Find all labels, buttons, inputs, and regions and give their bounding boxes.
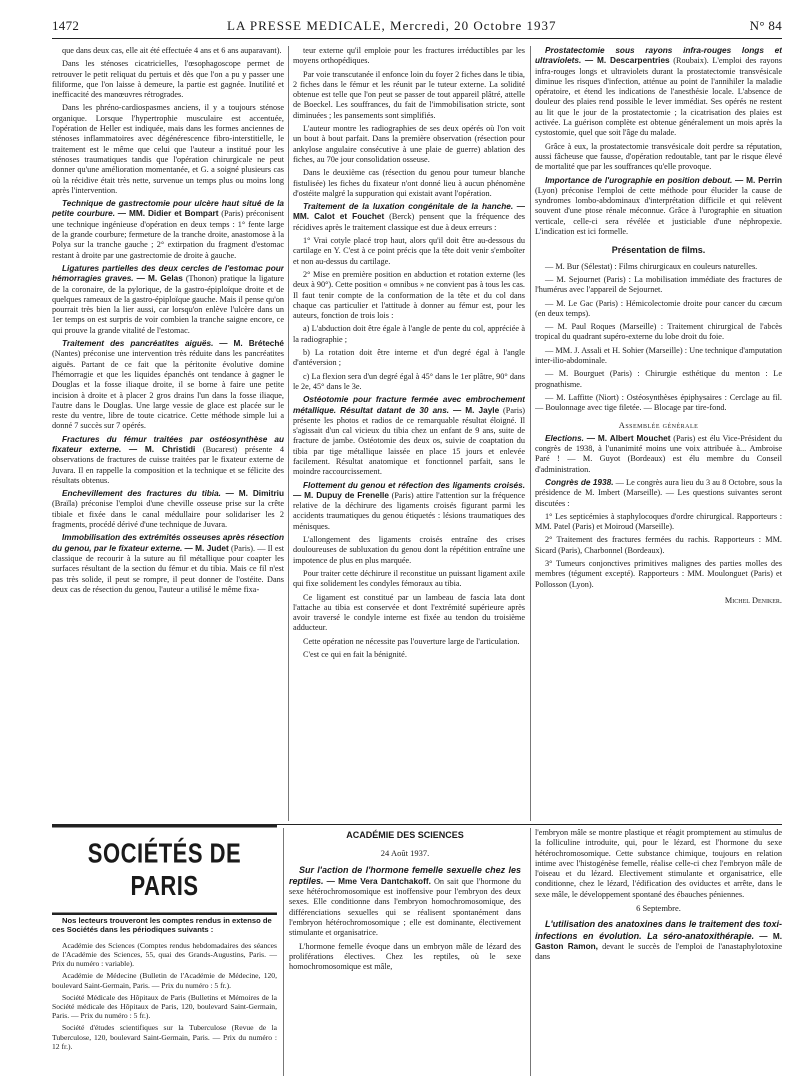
article-title: Technique de gastrectomie pour ulcère haut situé de la petite courbure.: [52, 199, 284, 219]
academie-heading: ACADÉMIE DES SCIENCES: [346, 830, 464, 840]
paragraph: [52, 59, 284, 100]
article-title: Congrès de 1938.: [545, 477, 614, 487]
article-text: Dans les sténoses cicatricielles, l'œsophagoscope permet de retrouver le petit reliquat du pertuis et dès que l'on a pu y passer une filiforme, que l'on laisse à demeure, la partie est gagnée. Inutilité et inefficacité des manœuvres rétrogrades.: [52, 59, 284, 100]
article-paragraph: [52, 264, 284, 336]
column-2: [293, 46, 525, 821]
article-text: L'auteur montre les radiographies de ses deux opérés où l'on voit un bout à bout parfait. Dans la première observation (résection pour ankylose angulaire consécutive à une plaie de guerre) ablation des fiches, au 70e jour consolidation osseuse.: [293, 124, 525, 164]
column-divider: [530, 46, 531, 821]
column-divider: [288, 46, 289, 821]
article-title: Traitement de la luxation congénitale de la hanche.: [303, 202, 514, 212]
article-paragraph: [535, 434, 782, 475]
article-author: — MM. Calot et Fouchet: [293, 202, 525, 222]
paragraph: [293, 236, 525, 267]
column-1: [52, 46, 284, 821]
article-author: — M. Gelas: [136, 274, 183, 284]
article-text: C'est ce qui en fait la bénignité.: [303, 650, 407, 660]
article-author: — M. Dupuy de Frenelle: [293, 490, 389, 500]
article-title: Flottement du genou et réfection des ligaments croisés.: [303, 480, 525, 490]
article-text: Pour traiter cette déchirure il reconstitue un puissant ligament axile qui fixe solidement les condyles fémoraux au tibia.: [293, 568, 525, 589]
academie-column-continued: [535, 828, 782, 1076]
article-text: — M. Bourguet (Paris) : Chirurgie esthétique du menton : Le prognathisme.: [535, 369, 782, 389]
paragraph: [535, 512, 782, 533]
article-text: (Lyon) préconise l'emploi de cette méthode pour élucider la cause de syndromes lombo-abdominaux d'interprétation difficile et qui relèvent souvent d'une ptose rénale méconnue. Grâce à l'urographie en situation verticale, celle-ci sera révélée et justiciable d'une néphropexie. L'indication est ici formelle.: [535, 185, 782, 237]
periodical-entry: Société Médicale des Hôpitaux de Paris (Bulletins et Mémoires de la Société médicale des Hôpitaux de Paris, 120, boulevard Saint-Germain, Paris. — Prix du numéro : 5 fr.).: [52, 992, 277, 1021]
academie-paragraph: L'hormone femelle évoque dans un embryon mâle de lézard des proliférations électives. Chez les reptiles, où le sexe homochromosomique est mâle,: [289, 941, 521, 972]
article-text: — M. Laffitte (Niort) : Ostéosynthèses épiphysaires : Cerclage au fil. — Boulonnage avec tige filetée. — Blocage par tire-fond.: [535, 392, 782, 413]
article-text: c) La flexion sera d'un degré égal à 45° dans le 1er plâtre, 90° dans le 2e, 45° dans le 3e.: [293, 371, 525, 391]
paragraph: [535, 262, 782, 272]
article-text: L'allongement des ligaments croisés entraîne des crises douloureuses de subluxation du genou dont la répétition entraîne une impotence de plus en plus marquée.: [293, 535, 525, 565]
societes-entries: [52, 941, 277, 1051]
paragraph: [535, 393, 782, 414]
article-title: Enchevillement des fractures du tibia.: [62, 489, 221, 499]
article-text: (Paris) présente les photos et radios de ce remarquable résultat éloigné. Il s'agissait d'un cal vicieux du tibia chez un enfant de 9 ans, suite de fracture de jambe. Ostéotomie des deux os, suivie de coaptation du tibia par tige métallique laissée en place 15 jours et enlevée facilement. Résultat anatomique et fonctionnel parfait, sans le moindre raccourcissement.: [293, 405, 525, 477]
periodical-entry: Société d'études scientifiques sur la Tuberculose (Revue de la Tuberculose, 120, boulevard Saint-Germain, Paris. — Prix du numéro : 12 fr.).: [52, 1023, 277, 1051]
newspaper-page: [52, 16, 782, 1076]
societes-intro: Nos lecteurs trouveront les comptes rendus in extenso de ces Sociétés dans les périodiques suivants :: [52, 916, 272, 935]
article-title: Ostéotomie pour fracture fermée avec embrochement métallique. Résultat datant de 30 ans.: [293, 395, 525, 415]
paragraph: [535, 369, 782, 390]
article-title: Ligatures partielles des deux cercles de l'estomac pour hémorragies graves.: [52, 263, 284, 284]
article-author: — MM. Didier et Bompart: [117, 209, 219, 219]
article-author: — M. Jayle: [452, 405, 500, 415]
paragraph: [535, 299, 782, 320]
paragraph: [535, 322, 782, 343]
bottom-section: [52, 828, 782, 1076]
paragraph: [52, 103, 284, 196]
article-author: — M. Descarpentries: [584, 56, 670, 66]
continued-paragraph: l'embryon mâle se montre plastique et réagit promptement au stimulus de la folliculine introduite, qui, pour le lézard, est l'hormone du sexe hétérochromosomique. Cette substance chimique, toujours en relation intime avec l'histogénèse femelle, réalise celle-ci chez l'embryon mâle de l'oiseau et du lézard. Electivement stimulante et organisatrice, elle conditionne, chez le lézard, l'édification des oviductes et arrête, dans le sexe mâle, le développement spontané des ébauches péniennes.: [535, 828, 782, 899]
article-text: devant le succès de l'emploi de l'anastaphylotoxine dans: [535, 941, 782, 962]
issue-number: N° 84: [749, 18, 782, 33]
article-text: 2° Mise en première position en abduction et rotation externe (les deux à 90°). Cette position « omnibus » ne convient pas à tous les cas. Il faut tenir compte de la conformation de la tête et du col dans chaque cas particulier et l'attitude à donner au fémur est, pour les auteurs, fonction de trois lois :: [293, 269, 525, 321]
paragraph: [293, 569, 525, 590]
article-paragraph: [293, 202, 525, 233]
article-text: (Roubaix). L'emploi des rayons infra-rouges longs et ultraviolets durant la prostatectomie transvésicale diminue les risques d'infection, atténue au point de l'annihiler la maladie opératoire, et étend les indications de l'anesthésie locale. L'absence de douleur des plaies rend possible le lever immédiat. Ses opérés ne restent au lit que le jour de la prostatectomie ; la cicatrisation des plaies est activée. La guérison complète est obtenue généralement un mois après la cystostomie, quel que soit l'âge du malade.: [535, 56, 782, 138]
paragraph: [52, 46, 284, 56]
academie-date: 24 Août 1937.: [380, 848, 430, 859]
article-text: (Berck) pensent que la fréquence des récidives après le traitement classique est due à deux erreurs :: [293, 212, 525, 232]
article-text: Par voie transcutanée il enfonce loin du foyer 2 fiches dans le tibia, 2 fiches dans le fémur et les réunit par le tuteur externe. La solidité obtenue est telle que l'on peut se passer de tout appareil plâtré, attelle de Boeckel. Les souffrances, du fait de l'immobilisation stricte, sont diminuées ; les pansements sont simplifiés.: [293, 69, 525, 120]
paragraph: [535, 559, 782, 590]
paragraph: [293, 324, 525, 345]
article-author: — M. Gaston Ramon,: [535, 931, 782, 951]
paragraph: [293, 348, 525, 369]
paragraph: [293, 70, 525, 121]
article-text: — MM. J. Assali et H. Sohier (Marseille) : Une technique d'amputation inter-ilio-abdominale.: [535, 345, 782, 366]
article-text: Dans les phréno-cardiospasmes anciens, il y a toujours sténose organique. Lorsque l'hypertrophie musculaire est accentuée, l'opération de Heller est indiquée, mais dans les formes anciennes de sténoses inflammatoires avec dégénérescence fibro-interstitielle, le traitement est le même que celui que l'auteur a institué pour les sténoses traumatiques tandis que l'opération chirurgicale ne peut donner qu'une amélioration momentanée, et G. a soigné plusieurs cas où la récidive était très nette, survenue un temps plus ou moins long après l'intervention.: [52, 103, 284, 195]
article-author: — M. Bréteché: [219, 339, 284, 349]
article-text: (Paris). — Il est classique de recourir à la suture au fil métallique pour coapter les surfaces résultant de la section du fémur et du tibia. Mais ce fil n'est pas très solide, il peut se rompre, il peut donner de l'ostéite. Dans deux cas de résection du genou, l'auteur a utilisé le même fixa-: [52, 543, 284, 594]
article-text: (Thonon) pratique la ligature de la coronaire, de la pylorique, de la gastro-épiploïque droite et de quelques rameaux de la gastro-épiploïque gauche. Mais il pense qu'on pourrait très bien la lier aussi, car lorsqu'on enlève l'ulcère dans un 1er temps on est surpris de voir combien la tranche saigne encore, ce qui prouve la grande vitalité de l'estomac.: [52, 274, 284, 335]
article-text: a) L'abduction doit être égale à l'angle de pente du col, appréciée à la radiographie ;: [293, 324, 525, 344]
article-text: 1° Vrai cotyle placé trop haut, alors qu'il doit être au-dessous du cartilage en Y. C'est à ce point précis que la tête doit venir s'emboîter et non au-dessus du cartilage.: [293, 236, 525, 266]
article-author: — M. Perrin: [734, 175, 782, 185]
article-text: (Paris) attire l'attention sur la fréquence relative de la déchirure des ligaments croisés figurant parmi les accidents traumatiques du genou étiquetés : lésions traumatiques des ménisques.: [293, 490, 525, 531]
article-text: Grâce à eux, la prostatectomie transvésicale doit perdre sa réputation, aussi fâcheuse que fausse, d'opération redoutable, tant par le risque élevé de mortalité que par les souffrances qu'elle provoque.: [535, 141, 782, 172]
article-paragraph: [52, 533, 284, 595]
column-divider: [283, 828, 284, 1076]
article-title: Immobilisation des extrémités osseuses après résection du genou, par le fixateur externe.: [52, 533, 284, 553]
article-paragraph: [535, 46, 782, 139]
paragraph: [535, 275, 782, 296]
article-title: Importance de l'urographie en position debout.: [545, 175, 733, 185]
author-signature: Michel Deniker.: [724, 595, 782, 605]
article-text: — M. Bur (Sélestat) : Films chirurgicaux en couleurs naturelles.: [545, 261, 758, 271]
article-paragraph: [52, 339, 284, 432]
article-text: Ce ligament est constitué par un lambeau de fascia lata dont l'attache au tibia est conservée et dont l'extrémité supérieure après avoir traversé le condyle interne est fixée au tendon du troisième adducteur.: [293, 592, 525, 633]
paragraph: [293, 168, 525, 199]
article-paragraph: [52, 199, 284, 261]
article-text: 2° Traitement des fractures fermées du rachis. Rapporteurs : MM. Sicard (Paris), Charbonnel (Bordeaux).: [535, 535, 782, 555]
paragraph: [535, 346, 782, 367]
article-text: (Paris) est élu Vice-Président du congrès de 1938, à l'unanimité moins une voix attribuée à... Ambroise Paré ! — M. Guyot (Bordeaux) est élu membre du Conseil d'administration.: [535, 433, 782, 474]
column-3: [535, 46, 782, 821]
article-title: Prostatectomie sous rayons infra-rouges longs et ultraviolets.: [535, 46, 782, 66]
article-text: 1° Les septicémies à staphylocoques d'ordre chirurgical. Rapporteurs : MM. Patel (Paris) et Moiroud (Marseille).: [535, 511, 782, 532]
article-paragraph: [52, 435, 284, 486]
paragraph: [293, 650, 525, 660]
article-paragraph: [52, 489, 284, 530]
societes-box: [52, 828, 277, 1076]
article-text: (Paris) préconisent une technique ingénieuse d'opération en deux temps : 1° fente large de la grande courbure; fermeture de la tranche droite, anastomose à la Polya sur la tranche gauche ; 2° extirpation du fragment d'estomac restant à droite par une gastrectomie de droite à gauche.: [52, 209, 284, 260]
article-text: que dans deux cas, elle ait été effectuée 4 ans et 6 ans auparavant).: [62, 46, 282, 55]
article-paragraph: [293, 481, 525, 532]
article-text: teur externe qu'il emploie pour les fractures irréductibles par les moyens orthopédiques.: [293, 46, 525, 66]
column-divider: [530, 828, 531, 1076]
article-text: (Bucarest) présente 4 observations de fractures de cuisse traitées par le fixateur externe de Juvara. Il en rappelle la composition et la technique et se félicite des résultats obtenus.: [52, 444, 284, 485]
article-author: — M. Christidi: [128, 444, 196, 454]
article-text: — M. Paul Roques (Marseille) : Traitement chirurgical de l'abcès tropical du quadrant supéro-externe du lobe droit du foie.: [535, 322, 782, 342]
paragraph: [293, 593, 525, 634]
article-paragraph: [535, 478, 782, 509]
article-title: L'utilisation des anatoxines dans le traitement des toxi-infections en évolution. La séro-anatoxithérapie.: [535, 919, 782, 941]
journal-title: LA PRESSE MEDICALE, Mercredi, 20 Octobre 1937: [227, 18, 557, 33]
section-heading: Présentation de films.: [611, 245, 706, 256]
section-heading: Assemblée générale: [618, 419, 699, 430]
article-title: Traitement des pancréatites aiguës.: [62, 339, 214, 349]
academie-column: [289, 828, 521, 1076]
article-text: — M. Le Gac (Paris) : Hémicolectomie droite pour cancer du cæcum (en deux temps).: [535, 298, 782, 318]
societes-title: SOCIÉTÉS DE PARIS: [52, 825, 277, 915]
page-number: 1472: [52, 18, 80, 33]
session-date: 6 Septembre.: [636, 903, 681, 914]
periodical-entry: Académie de Médecine (Bulletin de l'Académie de Médecine, 120, boulevard Saint-Germain, Paris. — Prix du numéro : 5 fr.).: [52, 971, 277, 990]
article-title: Fractures du fémur traitées par ostéosynthèse au fixateur externe.: [52, 434, 284, 454]
article-text: b) La rotation doit être interne et d'un degré égal à l'angle d'antéversion ;: [293, 348, 525, 368]
top-columns: [52, 46, 782, 821]
academie-article-title: Sur l'action de l'hormone femelle sexuelle chez les reptiles.: [289, 864, 521, 886]
paragraph: [293, 270, 525, 321]
article-text: Dans le deuxième cas (résection du genou pour tumeur blanche fistulisée) les fiches du fixateur n'ont donné lieu à aucun phénomène d'ostéite malgré la suppuration qui existait avant l'opération.: [293, 168, 525, 198]
paragraph: [535, 142, 782, 173]
article-paragraph: [293, 395, 525, 477]
article-text: (Braïla) préconise l'emploi d'une cheville osseuse prise sur la crête tibiale et fixée dans le canal médullaire pour solidariser les 2 fragments, procédé dérivé d'une technique de Juvara.: [52, 499, 284, 530]
article-title: Elections.: [545, 433, 584, 443]
article-text: Cette opération ne nécessite pas l'ouverture large de l'articulation.: [303, 636, 520, 646]
academie-article-author: — Mme Vera Dantchakoff.: [326, 876, 431, 886]
paragraph: [293, 124, 525, 165]
article-author: — M. Albert Mouchet: [586, 433, 671, 443]
paragraph: [293, 535, 525, 566]
paragraph: [293, 372, 525, 393]
page-header: [52, 16, 782, 39]
periodical-entry: Académie des Sciences (Comptes rendus hebdomadaires des séances de l'Académie des Sciences, 55, quai des Grands-Augustins, Paris. — Prix du numéro : variable).: [52, 940, 277, 969]
paragraph: [535, 535, 782, 556]
article-text: — Le congrès aura lieu du 3 au 8 Octobre, sous la présidence de M. Imbert (Marseille). — Les questions suivantes seront discutées :: [535, 477, 782, 508]
academie-paragraph: On sait que l'hormone du sexe hétérochromosomique est inoffensive pour l'embryon des deux sexes. Elle conditionne dans l'embryon homochromosomique, des différenciations sexuelles qui se réalisent spontanément dans l'embryon hétérochromosomique ; elle est dominante, électivement stimulante et organisatrice.: [289, 876, 521, 938]
article-text: — M. Sejournet (Paris) : La mobilisation immédiate des fractures de l'humérus avec l'appareil de Sejournet.: [535, 274, 782, 295]
paragraph: [293, 637, 525, 647]
article-text: 3° Tumeurs conjonctives primitives malignes des parties molles des membres (tégument excepté). Rapporteurs : MM. Moulonguet (Paris) et Pollosson (Lyon).: [535, 559, 782, 589]
article-paragraph: [535, 176, 782, 238]
article-author: — M. Judet: [184, 543, 229, 553]
paragraph: [293, 46, 525, 67]
article-author: — M. Dimitriu: [225, 489, 284, 499]
article-text: (Nantes) préconise une intervention très réduite dans les pancréatites aiguës. Partant de ce fait que la péritonite évolutive domine l'hémorragie et que les liquides épanchés ont tendance à gagner le Douglas et la fosse iliaque droite, il se borne à faire une petite incision à droite et à placer 2 gros drains l'un dans la fosse iliaque, l'autre dans le Douglas. Une large vessie de glace est placée sur le reste du ventre, libre de toute cicatrice. Cette méthode simple lui a donné 7 succès sur 7 opérés.: [52, 349, 284, 431]
